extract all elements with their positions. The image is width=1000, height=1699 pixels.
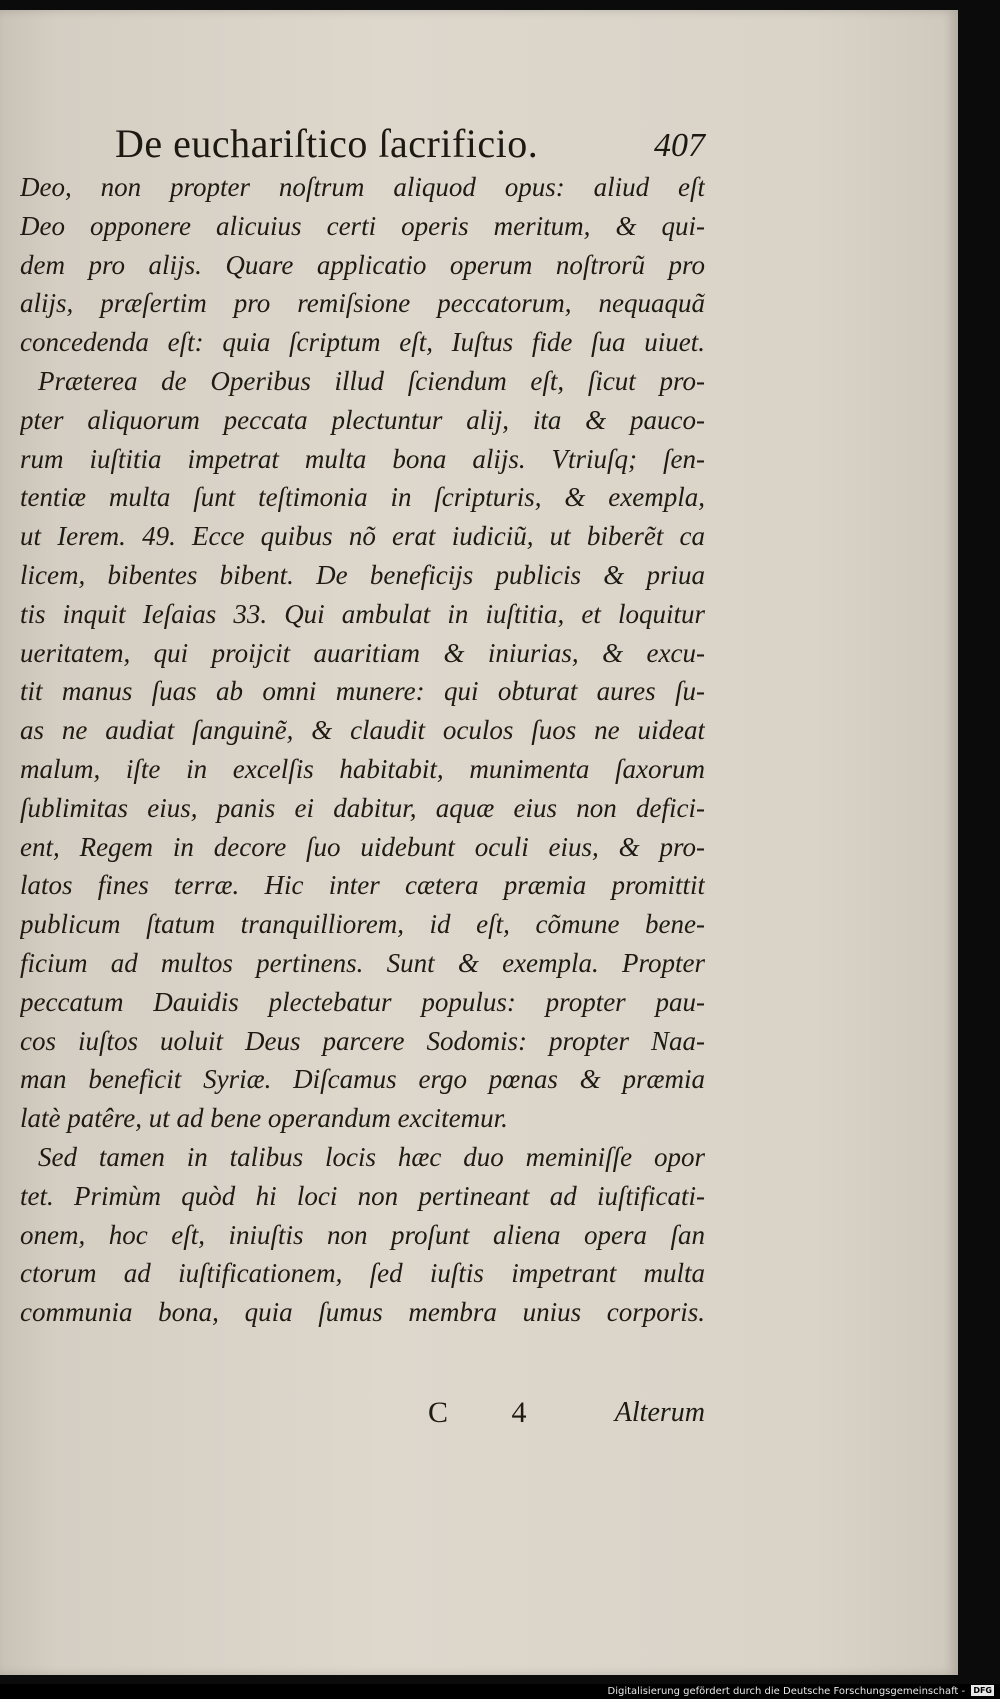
text-line: ſublimitas eius, panis ei dabitur, aquæ eius non defici- xyxy=(20,792,705,823)
text-line: cos iuſtos uoluit Deus parcere Sodomis: propter Naa- xyxy=(20,1025,705,1056)
body-text xyxy=(20,168,705,1332)
paragraph-start-line: Sed tamen in talibus locis hæc duo meminiſſe opor xyxy=(38,1141,705,1172)
paragraph-start-line: Præterea de Operibus illud ſciendum eſt, ſicut pro- xyxy=(38,365,705,396)
text-line: tentiæ multa ſunt teſtimonia in ſcripturis, & exempla, xyxy=(20,482,705,513)
text-line: tet. Primùm quòd hi loci non pertineant ad iuſtificati- xyxy=(20,1180,705,1211)
text-line: latos fines terræ. Hic inter cætera præmia promittit xyxy=(20,870,705,901)
page-footer xyxy=(428,1393,705,1433)
page-header xyxy=(115,118,705,170)
text-line: alijs, præſertim pro remiſsione peccatorum, nequaquã xyxy=(20,288,705,319)
catchword: Alterum xyxy=(614,1397,705,1428)
paragraph-end-line: latè patêre, ut ad bene operandum excitemur. xyxy=(20,1103,508,1134)
text-line: peccatum Dauidis plectebatur populus: propter pau- xyxy=(20,986,705,1017)
text-line: Deo opponere alicuius certi operis meritum, & qui- xyxy=(20,210,705,241)
page-number: 407 xyxy=(654,127,705,164)
text-line: dem pro alijs. Quare applicatio operum noſtrorũ pro xyxy=(20,249,705,280)
text-line: Deo, non propter noſtrum aliquod opus: aliud eſt xyxy=(20,172,705,202)
text-line: concedenda eſt: quia ſcriptum eſt, Iuſtus fide ſua uiuet. xyxy=(20,327,705,358)
running-title: De euchariſtico ſacrificio. xyxy=(115,121,539,166)
text-line: malum, iſte in excelſis habitabit, munimenta ſaxorum xyxy=(20,753,705,784)
dfg-logo: DFG xyxy=(973,1686,992,1695)
text-line: man beneficit Syriæ. Diſcamus ergo pœnas & præmia xyxy=(20,1064,705,1095)
text-line: rum iuſtitia impetrat multa bona alijs. Vtriuſq; ſen- xyxy=(20,443,705,474)
text-line: communia bona, quia ſumus membra unius corporis. xyxy=(20,1297,705,1328)
funding-credit xyxy=(608,1684,995,1699)
book-page xyxy=(0,10,958,1675)
text-line: ctorum ad iuſtificationem, ſed iuſtis impetrant multa xyxy=(20,1258,705,1289)
signature-mark: C 4 xyxy=(428,1396,555,1429)
text-line: onem, hoc eſt, iniuſtis non proſunt aliena opera ſan xyxy=(20,1219,705,1250)
text-line: licem, bibentes bibent. De beneficijs publicis & priua xyxy=(20,559,705,590)
text-line: publicum ſtatum tranquilliorem, id eſt, cõmune bene- xyxy=(20,909,705,940)
text-line: tit manus ſuas ab omni munere: qui obturat aures ſu- xyxy=(20,676,705,707)
credit-bar xyxy=(0,1684,1000,1699)
text-line: ent, Regem in decore ſuo uidebunt oculi eius, & pro- xyxy=(20,831,705,862)
funding-credit-text: Digitalisierung gefördert durch die Deutsche Forschungsgemeinschaft - xyxy=(607,1686,966,1697)
text-line: ficium ad multos pertinens. Sunt & exempla. Propter xyxy=(20,947,705,978)
text-line: ut Ierem. 49. Ecce quibus nõ erat iudiciũ, ut biberẽt ca xyxy=(20,521,705,552)
text-line: pter aliquorum peccata plectuntur alij, ita & pauco- xyxy=(20,404,705,435)
text-line: as ne audiat ſanguinẽ, & claudit oculos ſuos ne uideat xyxy=(20,715,705,746)
text-line: tis inquit Ieſaias 33. Qui ambulat in iuſtitia, et loquitur xyxy=(20,598,705,629)
text-line: ueritatem, qui proijcit auaritiam & iniurias, & excu- xyxy=(20,637,705,668)
